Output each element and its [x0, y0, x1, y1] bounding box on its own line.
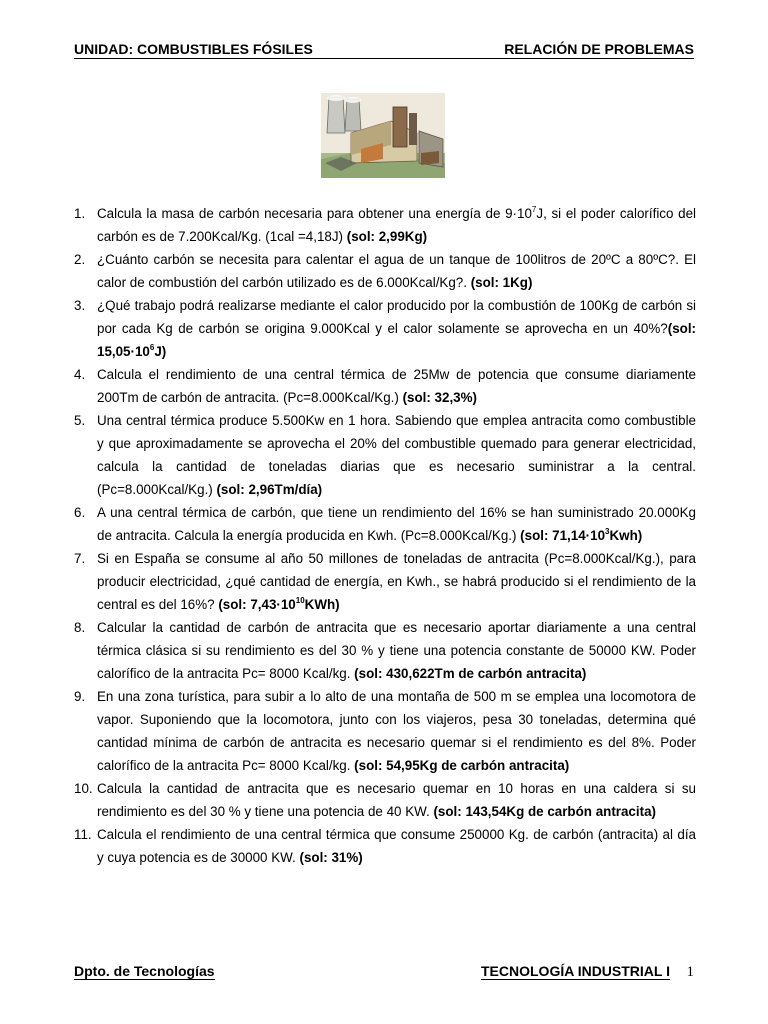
problem-text: Calcula la masa de carbón necesaria para obtener una energía de 9·10 — [97, 206, 532, 221]
problem-text: Calcula la cantidad de antracita que es necesario quemar en 10 horas en una caldera si su rendimiento es del 30 % y tiene una potencia de 40 KW. — [97, 781, 696, 819]
solution: (sol: 430,622Tm de carbón antracita) — [354, 666, 587, 681]
problem-item — [74, 547, 696, 616]
problem-item — [74, 294, 696, 363]
solution: (sol: 31%) — [299, 850, 363, 865]
problem-item — [74, 248, 696, 294]
problem-text: J, si el poder calorífico del carbón es de 7.200Kcal/Kg. (1cal =4,18J) — [97, 206, 696, 244]
problem-number: 10. — [74, 781, 93, 796]
solution: (sol: $15,05\cdot 10^6J$) — [97, 321, 696, 359]
exponent: 6 — [149, 343, 155, 352]
problem-item — [74, 409, 696, 501]
problem-item — [74, 823, 696, 869]
problem-number: 2. — [74, 252, 86, 267]
problem-number: 7. — [74, 551, 86, 566]
solution: (sol: 54,95Kg de carbón antracita) — [354, 758, 570, 773]
problem-number: 9. — [74, 689, 86, 704]
problem-number: 1. — [74, 206, 86, 221]
problem-item — [74, 685, 696, 777]
solution: (sol: 1Kg) — [470, 275, 533, 290]
solution: (sol: 2,96Tm/día) — [216, 482, 323, 497]
exponent: 3 — [605, 527, 610, 536]
page-number: 1 — [686, 964, 694, 980]
exponent: 10 — [295, 596, 305, 605]
exponent: 7 — [531, 205, 537, 214]
problem-number: 3. — [74, 298, 86, 313]
header-unit-title: UNIDAD: COMBUSTIBLES FÓSILES — [74, 41, 313, 57]
problem-text: En una zona turística, para subir a lo alto de una montaña de 500 m se emplea una locomotora de vapor. Suponiendo que la locomotora, junto con los viajeros, pesa 30 toneladas, determina qué cantidad mínima de carbón de antracita es necesario quemar si el rendimiento es del 8%. Poder calorífico de la antracita Pc= 8000 Kcal/kg. — [97, 689, 696, 773]
problem-text: Si en España se consume al año 50 millones de toneladas de antracita (Pc=8.000Kcal/Kg.), para producir electricidad, ¿qué cantidad de energía, en Kwh., se habrá producido si el rendimiento de la central es del 16%? — [97, 551, 696, 612]
problem-text: A una central térmica de carbón, que tiene un rendimiento del 16% se han suministrado 20.000Kg de antracita. Calcula la energía producida en Kwh. (Pc=8.000Kcal/Kg.) — [97, 505, 696, 543]
problem-item — [74, 501, 696, 547]
problem-text: Calcular la cantidad de carbón de antracita que es necesario aportar diariamente a una central térmica clásica si su rendimiento es del 30 % y tiene una potencia constante de 50000 KW. Poder calorífico de la antracita Pc= 8000 Kcal/kg. — [97, 620, 696, 681]
solution: (sol: 2,99Kg) — [346, 229, 428, 244]
problem-number: 4. — [74, 367, 86, 382]
problem-number: 6. — [74, 505, 86, 520]
problem-text: ¿Cuánto carbón se necesita para calentar el agua de un tanque de 100litros de 20ºC a 80ºC?. El calor de combustión del carbón utilizado es de 6.000Kcal/Kg?. — [97, 252, 696, 290]
solution: (sol: $71,14\cdot 10^3Kwh$) — [520, 527, 643, 543]
problem-text: Calcula el rendimiento de una central térmica que consume 250000 Kg. de carbón (antracita) al día y cuya potencia es de 30000 KW. — [97, 827, 696, 865]
solution: (sol: 32,3%) — [402, 390, 477, 405]
problem-item — [74, 616, 696, 685]
problem-number: 11. — [74, 827, 92, 842]
footer-department: Dpto. de Tecnologías — [74, 963, 215, 979]
page-footer — [74, 964, 694, 979]
header-section-title: RELACIÓN DE PROBLEMAS — [504, 41, 694, 57]
power-plant-illustration — [321, 93, 445, 178]
footer-course: TECNOLOGÍA INDUSTRIAL I — [481, 963, 670, 979]
problem-text: Una central térmica produce 5.500Kw en 1 hora. Sabiendo que emplea antracita como combustible y que aproximadamente se aprovecha el 20% del combustible quemado para generar electricidad, calcula la cantidad de toneladas diarias que es necesario suministrar a la central. (Pc=8.000Kcal/Kg.) — [97, 413, 696, 497]
problem-list — [74, 202, 696, 869]
problem-number: 5. — [74, 413, 86, 428]
problem-item — [74, 363, 696, 409]
problem-item — [74, 202, 696, 248]
problem-text: ¿Qué trabajo podrá realizarse mediante el calor producido por la combustión de 100Kg de carbón si por cada Kg de carbón se origina 9.000Kcal y el calor solamente se aprovecha en un 40%? — [97, 298, 696, 336]
page-header — [74, 41, 694, 59]
solution: (sol: $7,43\cdot 10^{10}KWh$) — [218, 596, 340, 612]
problem-number: 8. — [74, 620, 86, 635]
problem-item — [74, 777, 696, 823]
problem-text: Calcula el rendimiento de una central térmica de 25Mw de potencia que consume diariamente 200Tm de carbón de antracita. (Pc=8.000Kcal/Kg.) — [97, 367, 696, 405]
solution: (sol: 143,54Kg de carbón antracita) — [433, 804, 656, 819]
